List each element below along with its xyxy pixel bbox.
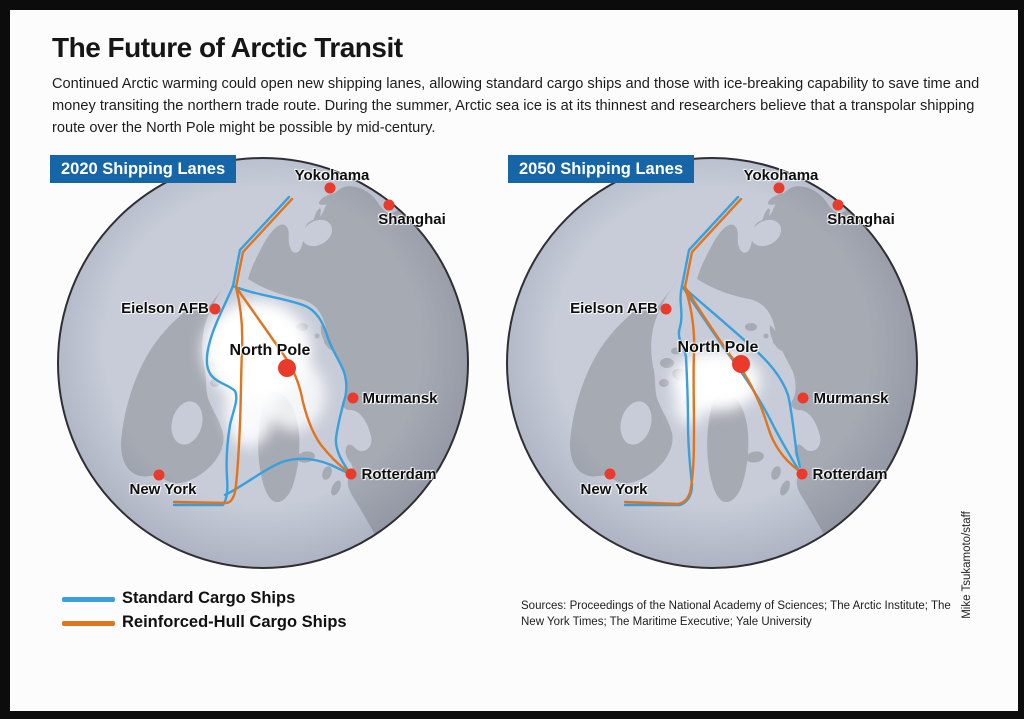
city-dot-shanghai bbox=[833, 200, 844, 211]
legend-label-reinforced-hull: Reinforced-Hull Cargo Ships bbox=[122, 613, 347, 631]
city-label-north-pole: North Pole bbox=[677, 339, 759, 356]
city-dot-rotterdam bbox=[346, 469, 357, 480]
city-label-eielson-afb: Eielson AFB bbox=[570, 300, 658, 317]
city-label-rotterdam: Rotterdam bbox=[812, 466, 888, 483]
city-label-rotterdam: Rotterdam bbox=[361, 466, 437, 483]
city-dot-rotterdam bbox=[797, 469, 808, 480]
city-label-shanghai: Shanghai bbox=[827, 211, 895, 228]
legend-swatch-reinforced-hull bbox=[62, 621, 115, 626]
badge-2020: 2020 Shipping Lanes bbox=[50, 155, 236, 183]
city-label-yokohama: Yokohama bbox=[294, 167, 370, 184]
city-dot-new-york bbox=[154, 470, 165, 481]
map-2020 bbox=[55, 155, 472, 572]
credit-text: Mike Tsukamoto/staff bbox=[961, 511, 973, 619]
sources-text: Sources: Proceedings of the National Academy of Sciences; The Arctic Institute; The New York Times; The Maritime Executive; Yale University bbox=[521, 600, 951, 628]
city-label-eielson-afb: Eielson AFB bbox=[121, 300, 209, 317]
city-dot-yokohama bbox=[774, 183, 785, 194]
city-dot-north-pole bbox=[732, 355, 750, 373]
page-background bbox=[10, 10, 1018, 711]
city-dot-eielson-afb bbox=[210, 304, 221, 315]
city-label-murmansk: Murmansk bbox=[813, 390, 889, 407]
city-label-new-york: New York bbox=[129, 481, 197, 498]
page-title: The Future of Arctic Transit bbox=[52, 32, 403, 63]
city-label-north-pole: North Pole bbox=[229, 342, 311, 359]
map-2050 bbox=[504, 155, 921, 572]
city-dot-murmansk bbox=[348, 393, 359, 404]
legend-label-standard-cargo: Standard Cargo Ships bbox=[122, 589, 296, 607]
city-dot-eielson-afb bbox=[661, 304, 672, 315]
city-dot-yokohama bbox=[325, 183, 336, 194]
city-dot-shanghai bbox=[384, 200, 395, 211]
city-label-new-york: New York bbox=[580, 481, 648, 498]
intro-text: Continued Arctic warming could open new shipping lanes, allowing standard cargo ships and those with ice-breaking capability to save time and money transiting the northern trade route. During the summer, Arctic sea ice is at its thinnest and researchers believe that a transpolar shipping route over the North Pole might be possible by mid-century. bbox=[52, 76, 980, 136]
legend-swatch-standard-cargo bbox=[62, 597, 115, 602]
city-dot-north-pole bbox=[278, 359, 296, 377]
city-dot-new-york bbox=[605, 469, 616, 480]
city-label-shanghai: Shanghai bbox=[378, 211, 446, 228]
city-dot-murmansk bbox=[798, 393, 809, 404]
badge-2050: 2050 Shipping Lanes bbox=[508, 155, 694, 183]
city-label-yokohama: Yokohama bbox=[743, 167, 819, 184]
city-label-murmansk: Murmansk bbox=[362, 390, 438, 407]
